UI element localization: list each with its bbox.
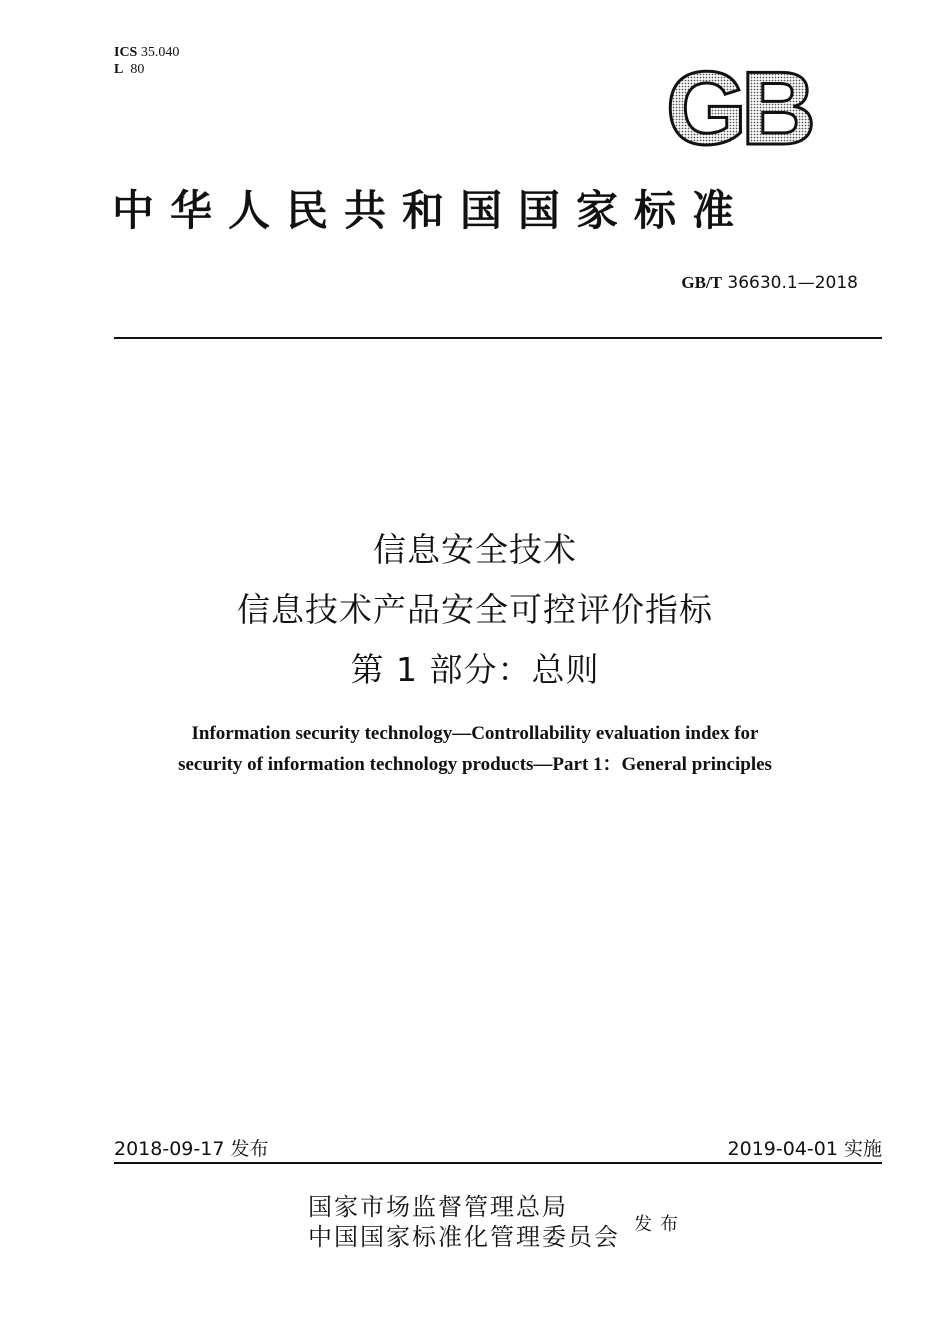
standard-number-value: 36630.1—2018: [727, 273, 858, 293]
ics-label: ICS: [114, 45, 138, 60]
en-title-line-2: security of information technology products—Part 1：General principles: [178, 754, 772, 775]
classification-codes: [114, 44, 179, 78]
ccs-code: 80: [130, 62, 145, 77]
issuer-2: 中国国家标准化管理委员会: [308, 1223, 620, 1251]
publish-date: 2018-09-17: [114, 1138, 225, 1160]
standard-number-prefix: GB/T: [681, 273, 723, 292]
issuing-authorities: [308, 1192, 620, 1252]
zh-title-line-2: 信息技术产品安全可控评价指标: [237, 590, 713, 629]
ics-code: 35.040: [140, 45, 180, 60]
implement-date: 2019-04-01: [727, 1138, 838, 1160]
implement-date-line: [728, 1134, 882, 1161]
bottom-divider: [114, 1162, 882, 1164]
standard-number: [681, 273, 858, 293]
publish-date-line: [114, 1134, 268, 1161]
top-divider: [114, 337, 882, 339]
publish-label: 发布: [230, 1138, 269, 1160]
en-title-line-1: Information security technology—Controllability evaluation index for: [191, 723, 759, 744]
english-title-block: [0, 718, 950, 780]
svg-text:GB: GB: [666, 58, 810, 152]
implement-label: 实施: [843, 1138, 882, 1160]
zh-title-line-3: 第 1 部分：总则: [350, 650, 600, 689]
issuer-1: 国家市场监督管理总局: [308, 1193, 568, 1221]
gb-logo: [645, 58, 831, 152]
national-standard-title: 中华人民共和国国家标准: [112, 186, 751, 235]
zh-title-line-1: 信息安全技术: [373, 530, 577, 569]
chinese-title-block: [0, 520, 950, 700]
issue-word: 发布: [634, 1214, 686, 1235]
ccs-label: L: [114, 62, 124, 77]
